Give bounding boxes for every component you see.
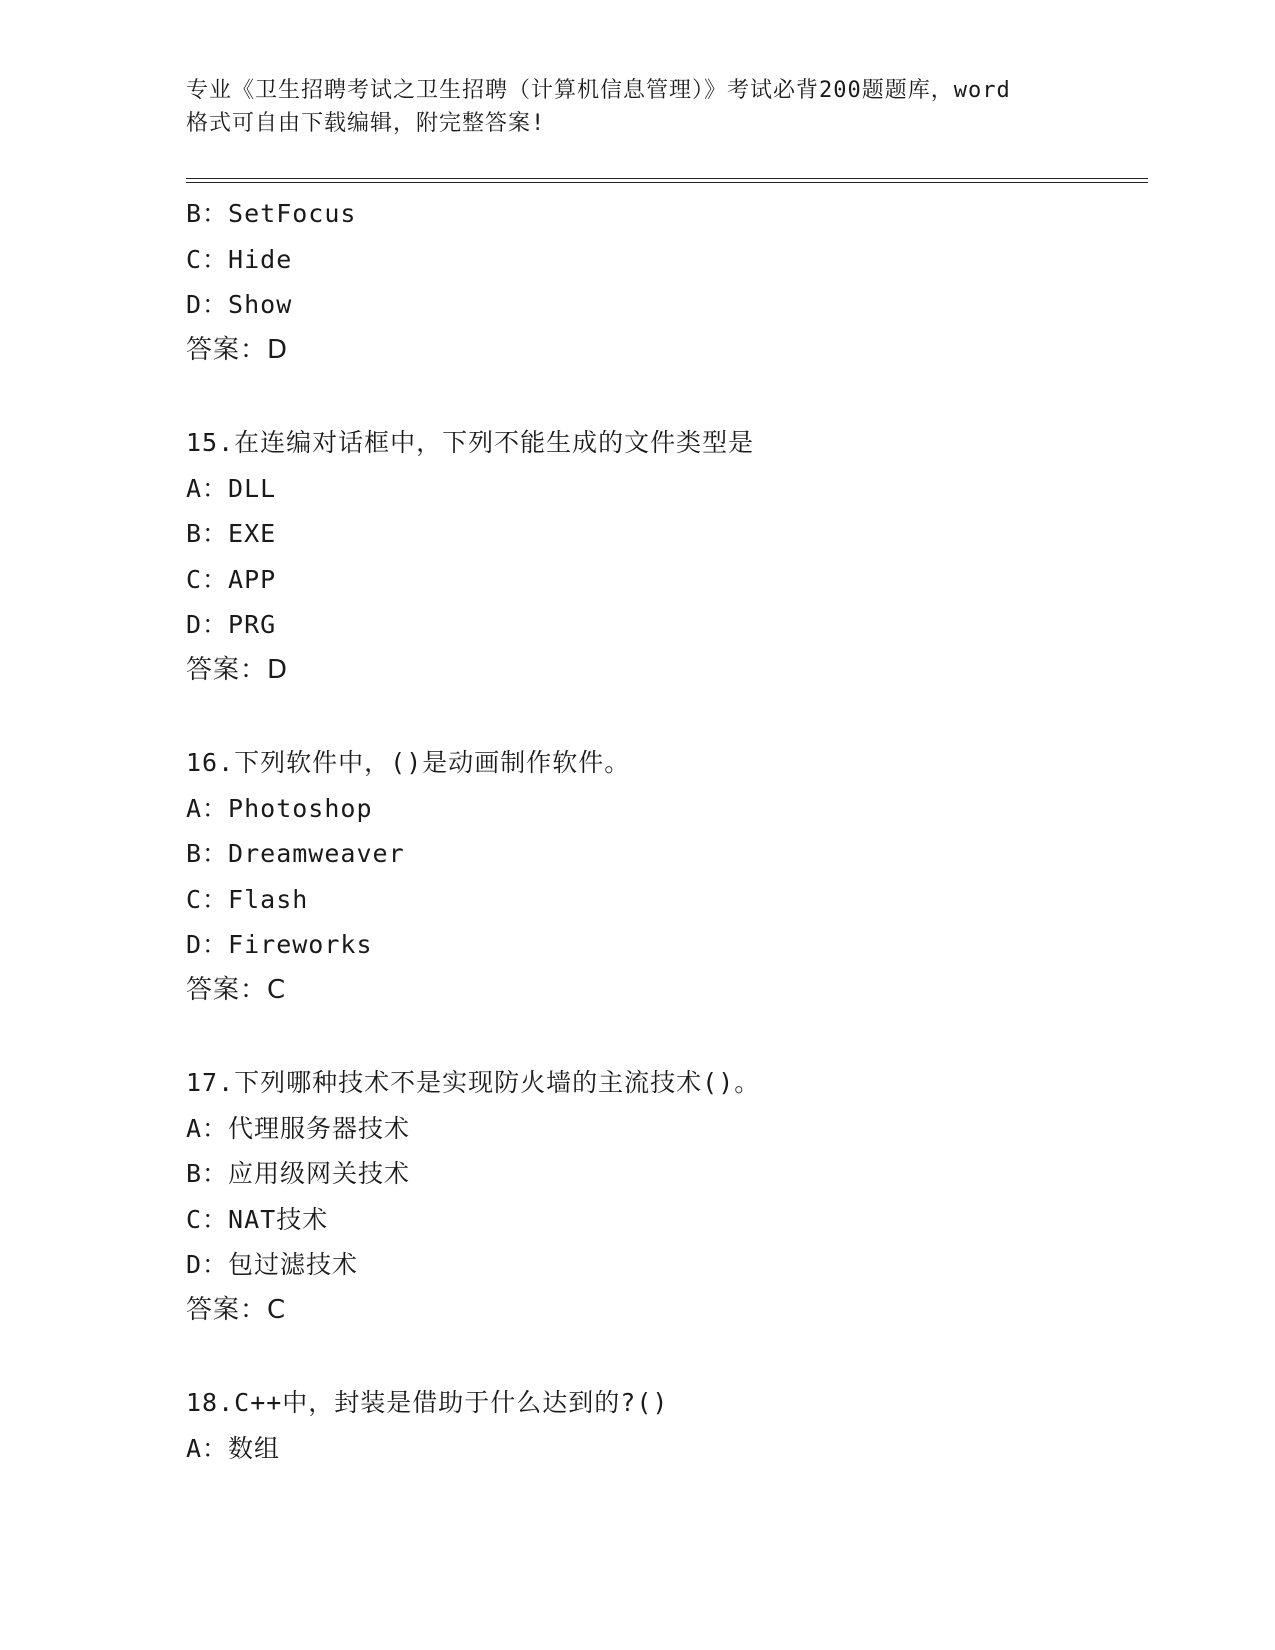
question-17 [186, 1060, 1148, 1333]
option-d: D：Fireworks [186, 930, 373, 959]
document-page [186, 0, 1148, 1650]
question-gap [186, 1333, 1148, 1380]
option-a: A：代理服务器技术 [186, 1113, 411, 1143]
question-16 [186, 740, 1148, 1013]
question-14-continued [186, 191, 1148, 373]
question-18 [186, 1380, 1148, 1471]
question-list [186, 191, 1148, 1471]
option-d: D：PRG [186, 610, 277, 639]
option-c: C：Hide [186, 244, 293, 274]
answer-text: 答案：C [186, 1294, 287, 1325]
option-d: D：Show [186, 290, 293, 319]
question-gap [186, 1013, 1148, 1060]
question-gap [186, 373, 1148, 420]
option-b: B：EXE [186, 519, 277, 548]
option-c: C：APP [186, 564, 277, 594]
answer-text: 答案：C [186, 974, 287, 1005]
option-c: C：NAT技术 [186, 1204, 329, 1234]
question-stem: 18.C++中，封装是借助于什么达到的?() [186, 1388, 669, 1417]
option-b: B：Dreamweaver [186, 839, 405, 868]
document-header [186, 74, 1076, 140]
option-a: A：数组 [186, 1433, 281, 1463]
header-line-1: 专业《卫生招聘考试之卫生招聘（计算机信息管理）》考试必背200题题库，word [186, 78, 1011, 103]
option-a: A：Photoshop [186, 793, 373, 823]
answer-text: 答案：D [186, 654, 289, 685]
option-a: A：DLL [186, 473, 277, 503]
question-stem: 16.下列软件中，()是动画制作软件。 [186, 748, 631, 777]
question-gap [186, 693, 1148, 740]
question-15 [186, 420, 1148, 693]
option-d: D：包过滤技术 [186, 1250, 359, 1279]
option-c: C：Flash [186, 884, 309, 914]
header-line-2: 格式可自由下载编辑，附完整答案! [186, 111, 546, 136]
header-divider [186, 178, 1148, 183]
option-b: B：应用级网关技术 [186, 1159, 411, 1188]
question-stem: 15.在连编对话框中，下列不能生成的文件类型是 [186, 428, 755, 457]
answer-text: 答案：D [186, 334, 289, 365]
option-b: B：SetFocus [186, 199, 357, 228]
question-stem: 17.下列哪种技术不是实现防火墙的主流技术()。 [186, 1068, 761, 1097]
